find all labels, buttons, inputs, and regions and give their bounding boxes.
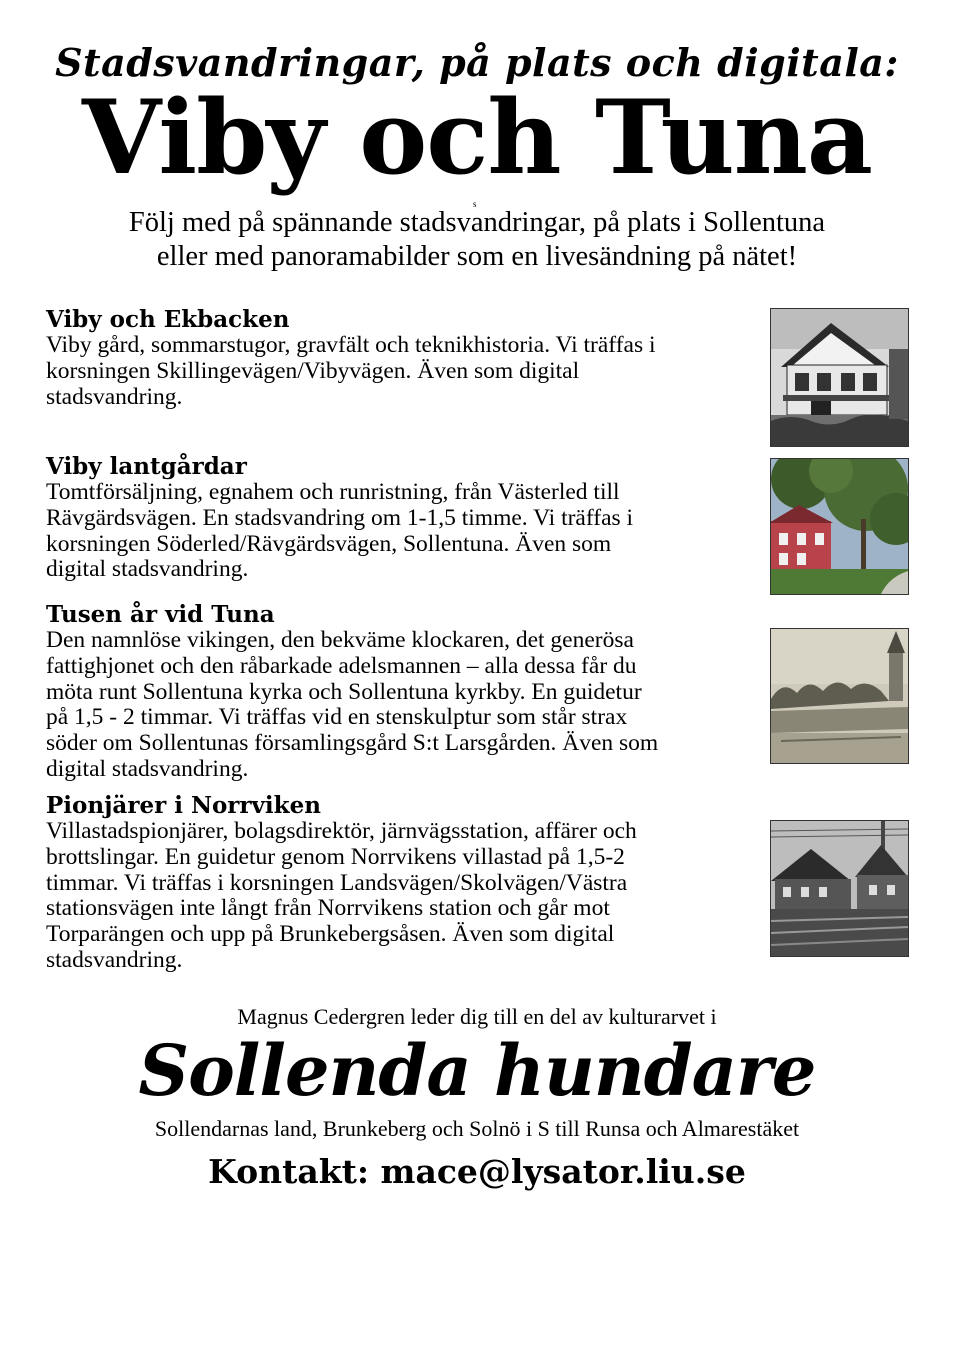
walk-line: fattighjonet och den råbarkade adelsmannen – alla dessa får du: [46, 652, 637, 679]
walk-pionjarer-norrviken: [46, 792, 746, 974]
leader-text: Magnus Cedergren leder dig till en del av kulturarvet i: [237, 1004, 717, 1029]
intro-line: eller med panoramabilder som en livesändning på nätet!: [156, 241, 798, 272]
photo-viby-gard-house: [770, 308, 909, 447]
intro-text: [40, 206, 914, 274]
walk-line: på 1,5 - 2 timmar. Vi träffas vid en stenskulptur som står strax: [46, 704, 628, 731]
walk-line: stadsvandring.: [46, 946, 183, 973]
walk-description: [46, 333, 746, 410]
stray-mark: s: [473, 199, 477, 209]
walk-title: Viby lantgårdar: [46, 453, 247, 480]
walk-line: söder om Sollentunas församlingsgård S:t Larsgården. Även som: [46, 730, 659, 757]
walk-line: Tomtförsäljning, egnahem och runristning, från Västerled till: [46, 479, 620, 505]
walk-line: stadsvandring.: [46, 383, 183, 410]
walk-line: korsningen Skillingevägen/Vibyvägen. Även som digital: [46, 357, 580, 384]
walk-title: Tusen år vid Tuna: [46, 601, 275, 628]
walk-line: möta runt Sollentuna kyrka och Sollentuna kyrkby. En guidetur: [46, 678, 642, 705]
walk-line: korsningen Söderled/Rävgärdsvägen, Sollentuna. Även som: [46, 530, 612, 557]
photo-red-farmhouse: [770, 458, 909, 595]
walk-description: [46, 480, 746, 583]
walk-line: Villastadspionjärer, bolagsdirektör, järnvägsstation, affärer och: [46, 818, 637, 844]
walk-line: Den namnlöse vikingen, den bekväme klockaren, det generösa: [46, 627, 634, 653]
walk-line: Torparängen och upp på Brunkebergsåsen. Även som digital: [46, 921, 615, 948]
walk-line: digital stadsvandring.: [46, 755, 249, 782]
walk-line: Rävgärdsvägen. En stadsvandring om 1-1,5 timme. Vi träffas i: [46, 504, 634, 531]
walk-line: digital stadsvandring.: [46, 556, 249, 583]
poster-subtitle: Stadsvandringar, på plats och digitala:: [55, 40, 899, 85]
contact-email: Kontakt: mace@lysator.liu.se: [208, 1152, 746, 1191]
walk-viby-lantgardar: [46, 453, 746, 583]
walk-line: timmar. Vi träffas i korsningen Landsvägen/Skolvägen/Västra: [46, 869, 628, 896]
walk-title: Pionjärer i Norrviken: [46, 792, 321, 819]
region-text: Sollendarnas land, Brunkeberg och Solnö i S till Runsa och Almarestäket: [154, 1116, 800, 1141]
walk-line: brottslingar. En guidetur genom Norrvikens villastad på 1,5-2: [46, 843, 625, 870]
poster-title: Viby och Tuna: [82, 78, 872, 198]
walk-line: Viby gård, sommarstugor, gravfält och teknikhistoria. Vi träffas i: [46, 332, 656, 358]
walk-description: [46, 819, 746, 974]
photo-church-village: [770, 628, 909, 764]
intro-line: Följ med på spännande stadsvandringar, på plats i Sollentuna: [128, 207, 826, 238]
walk-title: Viby och Ekbacken: [46, 306, 290, 333]
walk-viby-ekbacken: [46, 306, 746, 410]
brand-name: Sollenda hundare: [138, 1029, 816, 1112]
photo-railway-station: [770, 820, 909, 957]
walk-tusen-ar-vid-tuna: [46, 601, 746, 783]
walk-description: [46, 628, 746, 783]
walk-line: stationsvägen inte långt från Norrvikens station och går mot: [46, 895, 610, 922]
